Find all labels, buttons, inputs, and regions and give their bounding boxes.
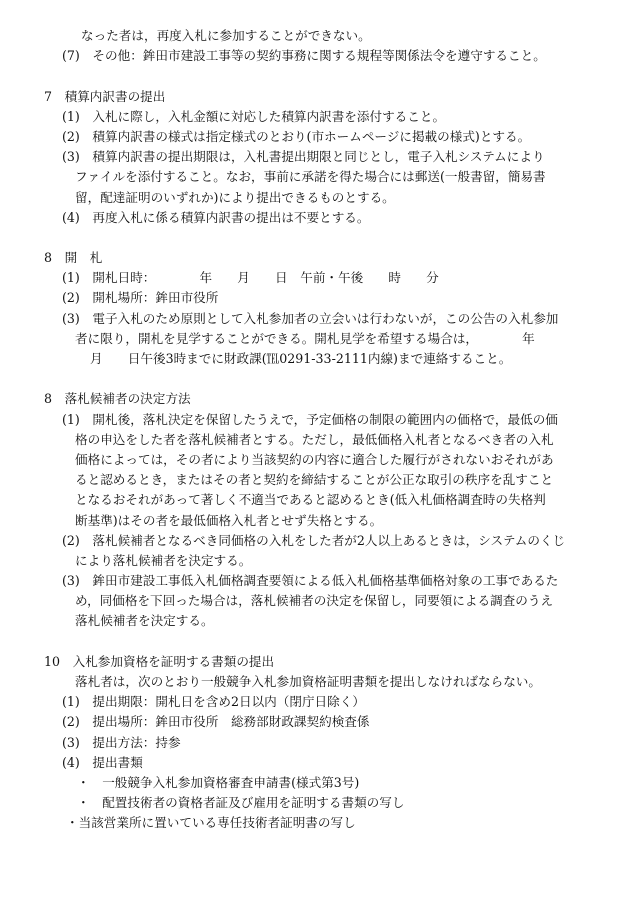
document-bullet: ・当該営業所に置いている専任技術者証明書の写し — [66, 815, 356, 831]
section-8b-item-1-cont: となるおそれがあって著しく不適当であると認めるとき(低入札価格調査時の失格判 — [75, 492, 546, 508]
section-8b-item-1: (1) 開札後，落札決定を保留したうえで，予定価格の制限の範囲内の価格で，最低の価 — [62, 411, 558, 427]
item-7-other: (7) その他：鉾田市建設工事等の契約事務に関する規程等関係法令を遵守すること。 — [62, 48, 546, 64]
section-7-item-3-cont: ファイルを添付すること。なお，事前に承諾を得た場合には郵送(一般書留，簡易書 — [75, 169, 546, 185]
section-8b-item-3: (3) 鉾田市建設工事低入札価格調査要領による低入札価格基準価格対象の工事であるた — [62, 573, 559, 589]
document-page — [0, 26, 630, 834]
section-10-heading: 10 入札参加資格を証明する書類の提出 — [44, 653, 275, 669]
section-8b-heading: 8 落札候補者の決定方法 — [44, 391, 191, 407]
section-8b-item-3-cont: め，同価格を下回った場合は，落札候補者の決定を保留し，同要領による調査のうえ — [75, 593, 554, 609]
section-8b-item-1-cont: 断基準)はその者を最低価格入札者とせず失格とする。 — [75, 512, 383, 528]
section-10-item-1: (1) 提出期限：開札日を含め2日以内（閉庁日除く） — [62, 694, 365, 710]
item-6-continuation: なった者は，再度入札に参加することができない。 — [81, 28, 371, 43]
section-7-item-4: (4) 再度入札に係る積算内訳書の提出は不要とする。 — [62, 209, 370, 225]
section-10-item-2: (2) 提出場所：鉾田市役所 総務部財政課契約検査係 — [62, 714, 370, 730]
document-bullet: ・ 一般競争入札参加資格審査申請書(様式第3号) — [77, 774, 360, 790]
section-8-item-3: (3) 電子入札のため原則として入札参加者の立会いは行わないが，この公告の入札参加 — [62, 310, 559, 326]
section-7-heading: 7 積算内訳書の提出 — [44, 88, 166, 104]
section-8-item-2: (2) 開札場所：鉾田市役所 — [62, 290, 219, 306]
section-10-intro: 落札者は，次のとおり一般競争入札参加資格証明書類を提出しなければならない。 — [75, 674, 541, 689]
section-7-item-2: (2) 積算内訳書の様式は指定様式のとおり(市ホームページに掲載の様式)とする。 — [62, 128, 531, 144]
section-8b-item-3-cont: 落札候補者を決定する。 — [75, 613, 214, 629]
section-8b-item-1-cont: 格の申込をした者を落札候補者とする。ただし，最低価格入札者となるべき者の入札 — [75, 431, 554, 447]
section-10-item-3: (3) 提出方法：持参 — [62, 734, 181, 750]
section-8b-item-1-cont: ると認めるとき，またはその者と契約を締結することが公正な取引の秩序を乱すこと — [75, 472, 554, 488]
section-8b-item-1-cont: 価格によっては，その者により当該契約の内容に適合した履行がされないおそれがあ — [75, 451, 554, 467]
section-8b-item-2-cont: により落札候補者を決定する。 — [75, 552, 252, 568]
document-bullet: ・ 配置技術者の資格者証及び雇用を証明する書類の写し — [77, 795, 405, 811]
section-10-item-4: (4) 提出書類 — [62, 754, 143, 770]
section-8b-item-2: (2) 落札候補者となるべき同価格の入札をした者が2人以上あるときは，システムのくじ — [62, 532, 566, 548]
section-7-item-1: (1) 入札に際し，入札金額に対応した積算内訳書を添付すること。 — [62, 108, 446, 124]
section-8-heading: 8 開 札 — [44, 250, 103, 266]
section-7-item-3-cont: 留，配達証明のいずれか)により提出できるものとする。 — [75, 189, 395, 205]
section-8-item-1: (1) 開札日時： 年 月 日 午前・午後 時 分 — [62, 270, 439, 286]
section-7-item-3: (3) 積算内訳書の提出期限は，入札書提出期限と同じとし，電子入札システムにより — [62, 149, 545, 165]
section-8-item-3-cont: 者に限り，開札を見学することができる。開札見学を希望する場合は， 年 — [75, 330, 535, 346]
section-8-item-3-cont: 月 日午後3時までに財政課(℡0291-33-2111内線)まで連絡すること。 — [90, 351, 512, 366]
